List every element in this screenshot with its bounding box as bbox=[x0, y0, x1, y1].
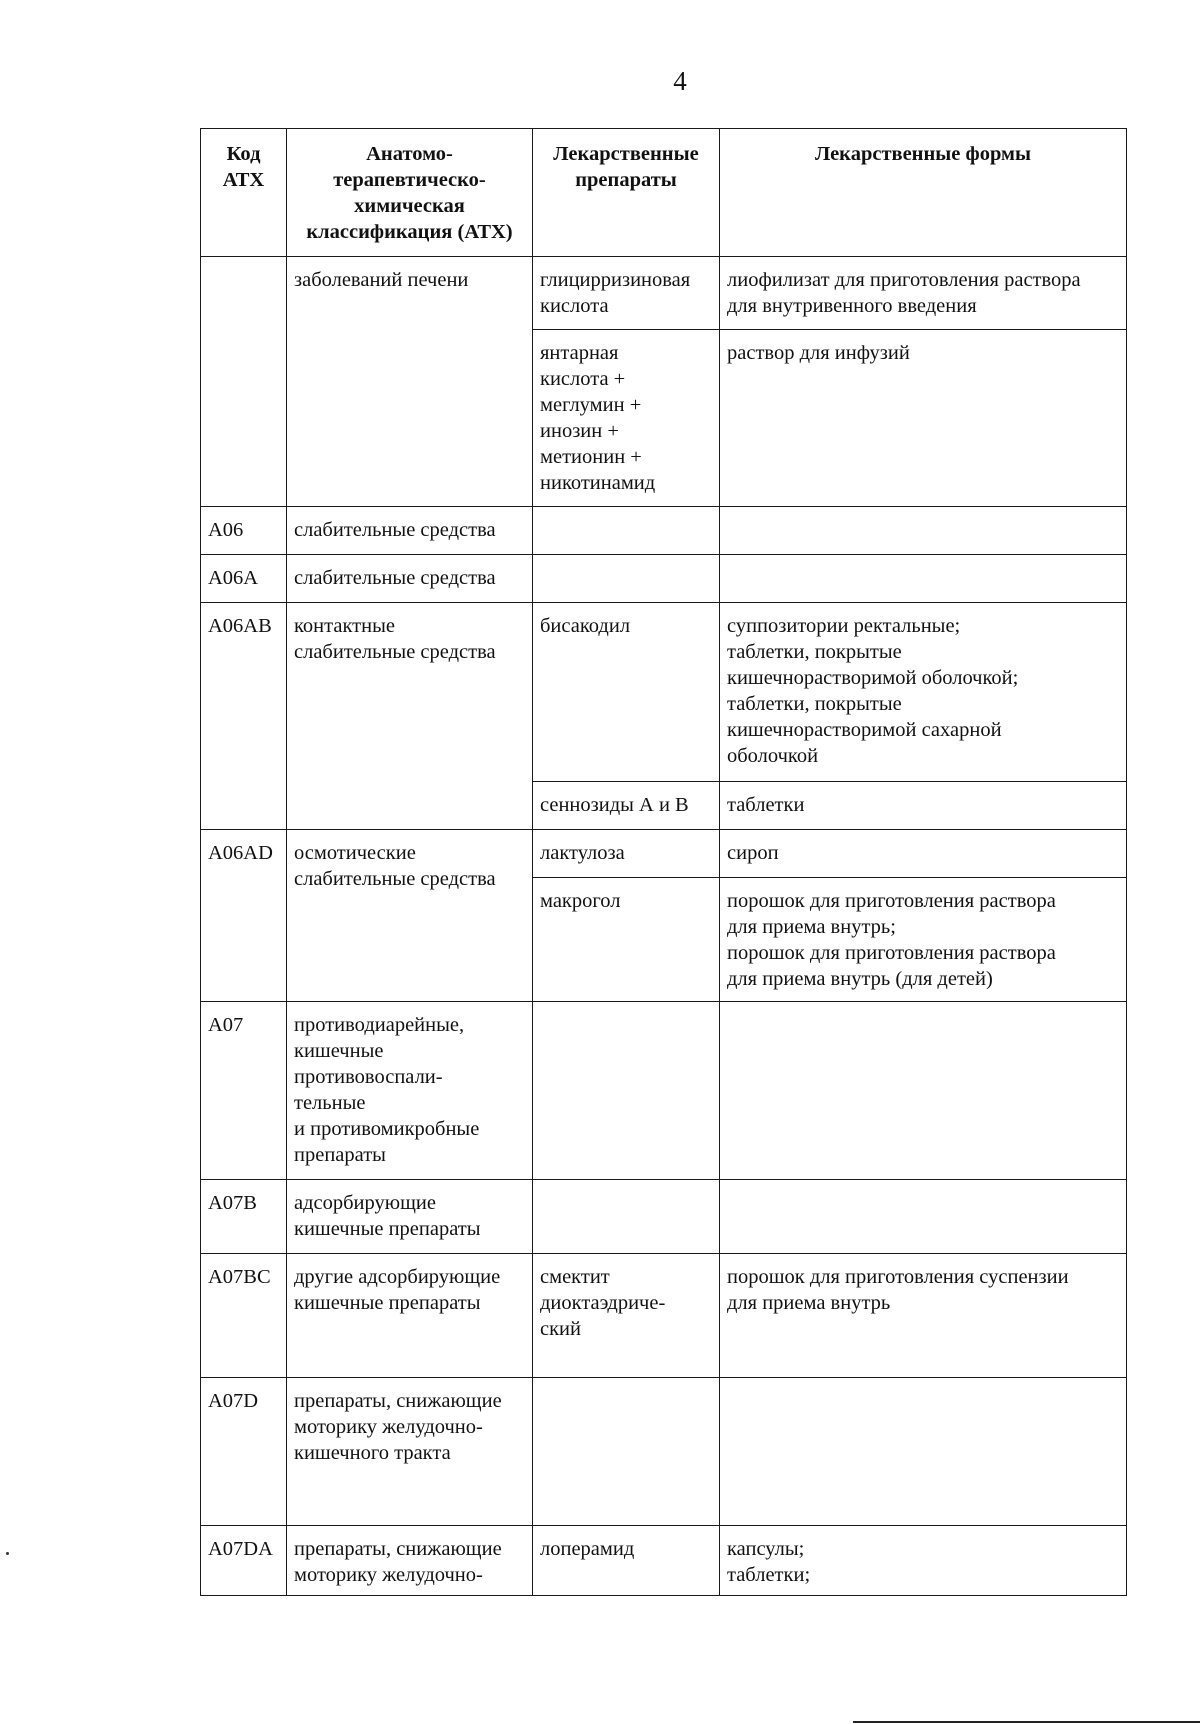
drug-name-cell bbox=[533, 507, 720, 555]
atx-drug-table bbox=[200, 128, 1127, 1596]
atx-code-cell: A07B bbox=[201, 1180, 287, 1254]
atx-classification-cell: контактные слабительные средства bbox=[287, 603, 533, 830]
dosage-forms-cell: лиофилизат для приготовления раствора для внутривенного введения bbox=[720, 257, 1127, 330]
drug-name-cell: бисакодил bbox=[533, 603, 720, 782]
table-row bbox=[201, 555, 1127, 603]
dosage-forms-cell: раствор для инфузий bbox=[720, 330, 1127, 507]
atx-code-cell bbox=[201, 257, 287, 507]
page-number: 4 bbox=[673, 66, 687, 96]
atx-classification-cell: препараты, снижающие моторику желудочно- кишечного тракта bbox=[287, 1378, 533, 1526]
bottom-rule bbox=[853, 1721, 1200, 1723]
table-row bbox=[201, 1180, 1127, 1254]
atx-classification-cell: другие адсорбирующие кишечные препараты bbox=[287, 1254, 533, 1378]
drug-name-cell: смектит диоктаэдриче- ский bbox=[533, 1254, 720, 1378]
atx-classification-cell: препараты, снижающие моторику желудочно- bbox=[287, 1526, 533, 1596]
table-row bbox=[201, 603, 1127, 782]
atx-classification-cell: слабительные средства bbox=[287, 555, 533, 603]
atx-code-cell: A06A bbox=[201, 555, 287, 603]
atx-code-cell: A06AD bbox=[201, 830, 287, 1002]
dosage-forms-cell: порошок для приготовления раствора для приема внутрь; порошок для приготовления раствора для приема внутрь (для детей) bbox=[720, 878, 1127, 1002]
atx-classification-cell: слабительные средства bbox=[287, 507, 533, 555]
table-row bbox=[201, 1254, 1127, 1378]
header-atx-classification: Анатомо- терапевтическо- химическая классификация (АТХ) bbox=[287, 129, 533, 257]
table-row bbox=[201, 257, 1127, 330]
dosage-forms-cell bbox=[720, 1378, 1127, 1526]
table-row bbox=[201, 1378, 1127, 1526]
dosage-forms-cell: суппозитории ректальные; таблетки, покрытые кишечнорастворимой оболочкой; таблетки, покрытые кишечнорастворимой сахарной оболочкой bbox=[720, 603, 1127, 782]
drug-name-cell: янтарная кислота + меглумин + инозин + метионин + никотинамид bbox=[533, 330, 720, 507]
drug-name-cell bbox=[533, 1180, 720, 1254]
table-row bbox=[201, 830, 1127, 878]
atx-code-cell: A07D bbox=[201, 1378, 287, 1526]
atx-classification-cell: адсорбирующие кишечные препараты bbox=[287, 1180, 533, 1254]
atx-code-cell: A07BC bbox=[201, 1254, 287, 1378]
dosage-forms-cell bbox=[720, 1002, 1127, 1180]
drug-name-cell: макрогол bbox=[533, 878, 720, 1002]
drug-name-cell bbox=[533, 1002, 720, 1180]
drug-name-cell: лактулоза bbox=[533, 830, 720, 878]
header-dosage-forms: Лекарственные формы bbox=[720, 129, 1127, 257]
table-header-row bbox=[201, 129, 1127, 257]
table-row bbox=[201, 507, 1127, 555]
atx-code-cell: A07 bbox=[201, 1002, 287, 1180]
table-body bbox=[201, 257, 1127, 1596]
atx-classification-cell: заболеваний печени bbox=[287, 257, 533, 507]
drug-name-cell: лоперамид bbox=[533, 1526, 720, 1596]
header-atx-code: Код АТХ bbox=[201, 129, 287, 257]
table-row bbox=[201, 1526, 1127, 1596]
dosage-forms-cell: капсулы; таблетки; bbox=[720, 1526, 1127, 1596]
drug-name-cell bbox=[533, 1378, 720, 1526]
drug-name-cell: глицирризиновая кислота bbox=[533, 257, 720, 330]
dosage-forms-cell bbox=[720, 1180, 1127, 1254]
atx-code-cell: A06AB bbox=[201, 603, 287, 830]
dosage-forms-cell: сироп bbox=[720, 830, 1127, 878]
scan-mark bbox=[6, 1552, 9, 1555]
table-row bbox=[201, 1002, 1127, 1180]
drug-name-cell: сеннозиды А и В bbox=[533, 782, 720, 830]
atx-classification-cell: осмотические слабительные средства bbox=[287, 830, 533, 1002]
drug-name-cell bbox=[533, 555, 720, 603]
dosage-forms-cell bbox=[720, 507, 1127, 555]
dosage-forms-cell: таблетки bbox=[720, 782, 1127, 830]
atx-classification-cell: противодиарейные, кишечные противовоспали- тельные и противомикробные препараты bbox=[287, 1002, 533, 1180]
header-drugs: Лекарственные препараты bbox=[533, 129, 720, 257]
atx-code-cell: A06 bbox=[201, 507, 287, 555]
dosage-forms-cell: порошок для приготовления суспензии для приема внутрь bbox=[720, 1254, 1127, 1378]
dosage-forms-cell bbox=[720, 555, 1127, 603]
atx-code-cell: A07DA bbox=[201, 1526, 287, 1596]
